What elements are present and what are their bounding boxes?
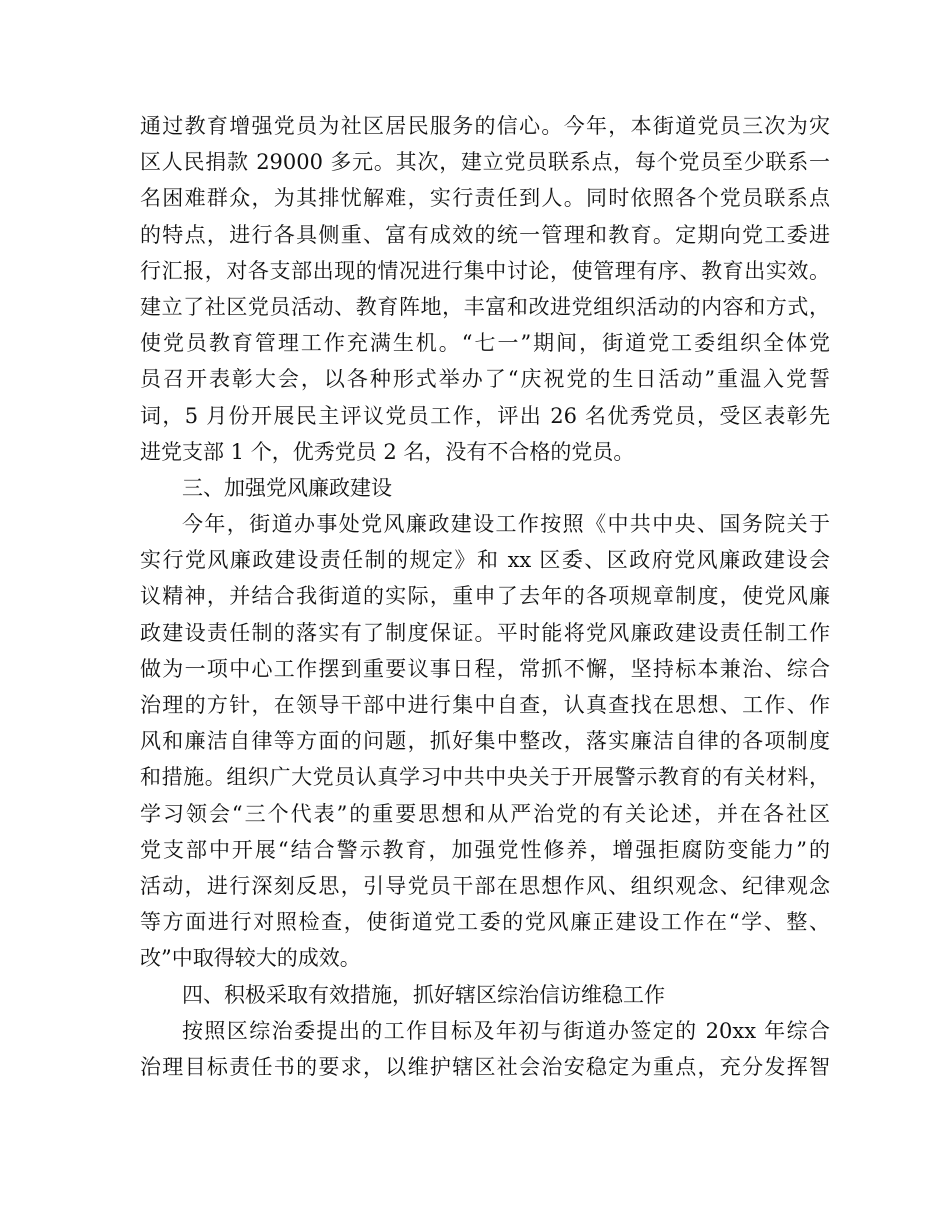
text-line: 进党支部 1 个，优秀党员 2 名，没有不合格的党员。 [140,439,635,464]
text-line: 做为一项中心工作摆到重要议事日程，常抓不懈，坚持标本兼治、综合 [140,656,830,681]
text-line: 风和廉洁自律等方面的问题，抓好集中整改，落实廉洁自律的各项制度 [140,729,830,754]
text-line: 改”中取得较大的成效。 [140,946,361,971]
text-line: 名困难群众，为其排忧解难，实行责任到人。同时依照各个党员联系点 [140,186,830,211]
text-line: 三、加强党风廉政建设 [182,475,392,500]
text-line: 学习领会“三个代表”的重要思想和从严治党的有关论述，并在各社区 [140,801,830,826]
text-line: 区人民捐款 29000 多元。其次，建立党员联系点，每个党员至少联系一 [140,150,830,175]
text-line: 政建设责任制的落实有了制度保证。平时能将党风廉政建设责任制工作 [140,620,830,645]
text-line: 活动，进行深刻反思，引导党员干部在思想作风、组织观念、纪律观念 [140,873,830,898]
text-line: 建立了社区党员活动、教育阵地，丰富和改进党组织活动的内容和方式， [140,294,830,319]
text-line: 党支部中开展“结合警示教育，加强党性修养，增强拒腐防变能力”的 [140,837,830,862]
text-line: 按照区综治委提出的工作目标及年初与街道办签定的 20xx 年综合 [182,1018,830,1043]
text-line: 治理的方针，在领导干部中进行集中自查，认真查找在思想、工作、作 [140,693,830,717]
text-line: 词，5 月份开展民主评议党员工作，评出 26 名优秀党员，受区表彰先 [140,403,830,428]
text-line: 的特点，进行各具侧重、富有成效的统一管理和教育。定期向党工委进 [140,222,830,247]
text-line: 四、积极采取有效措施，抓好辖区综治信访维稳工作 [182,982,665,1007]
text-line: 等方面进行对照检查，使街道党工委的党风廉正建设工作在“学、整、 [140,910,830,935]
text-line: 通过教育增强党员为社区居民服务的信心。今年，本街道党员三次为灾 [140,114,830,138]
text-line: 治理目标责任书的要求，以维护辖区社会治安稳定为重点，充分发挥智 [140,1054,830,1079]
text-line: 员召开表彰大会，以各种形式举办了“庆祝党的生日活动”重温入党誓 [140,367,830,392]
text-line: 和措施。组织广大党员认真学习中共中央关于开展警示教育的有关材料， [140,765,830,790]
text-line: 实行党风廉政建设责任制的规定》和 xx 区委、区政府党风廉政建设会 [140,548,830,573]
document-body [140,108,830,1085]
text-line: 今年，街道办事处党风廉政建设工作按照《中共中央、国务院关于 [182,512,830,537]
text-line: 议精神，并结合我街道的实际，重申了去年的各项规章制度，使党风廉 [140,584,830,609]
text-line: 行汇报，对各支部出现的情况进行集中讨论，使管理有序、教育出实效。 [140,258,830,283]
text-line: 使党员教育管理工作充满生机。“七一”期间，街道党工委组织全体党 [140,331,830,356]
